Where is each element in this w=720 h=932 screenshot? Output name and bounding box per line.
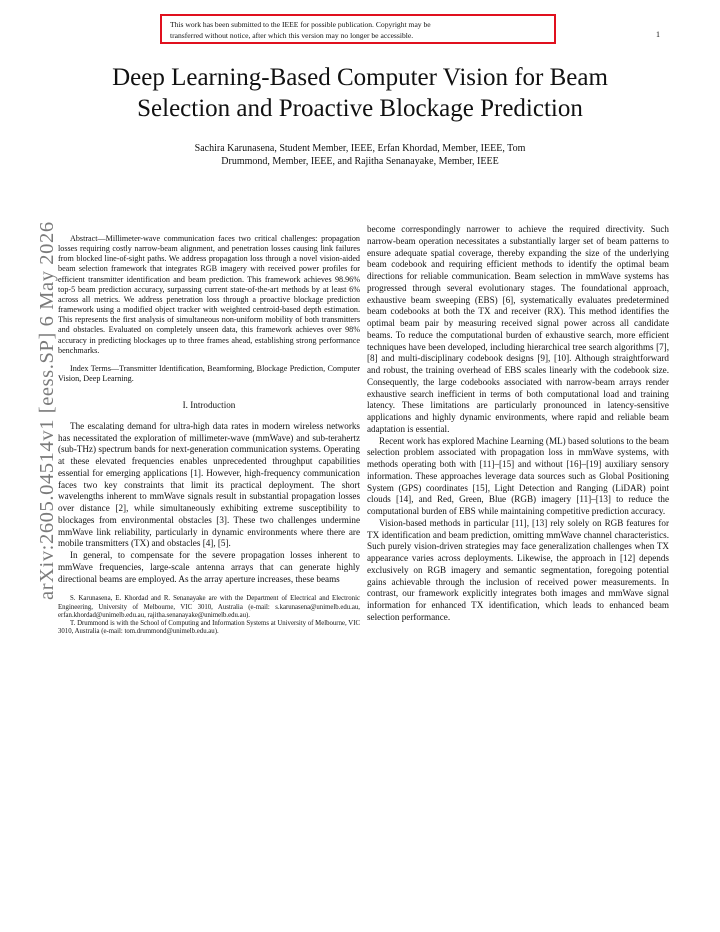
footnote-affiliation-2: T. Drummond is with the School of Computing and Information Systems at University of Melbourne, VIC 3010, Australia (e-mail: tom.drummond@unimelb.edu.au). — [58, 619, 360, 635]
authors-line-2: Drummond, Member, IEEE, and Rajitha Senanayake, Member, IEEE — [221, 156, 499, 167]
right-column — [367, 224, 669, 624]
footnote-affiliation-1: S. Karunasena, E. Khordad and R. Senanayake are with the Department of Electrical and Electronic Engineering, University of Melbourne, VIC 3010, Australia (e-mail: s.karunasena@unimelb.edu.au, erfan.khordad@unimelb.edu.au, rajitha.senanayake@unimelb.edu.au). — [58, 595, 360, 619]
page-number: 1 — [656, 30, 660, 39]
notice-line-2: transferred without notice, after which this version may no longer be accessible. — [170, 31, 414, 40]
authors-line-1: Sachira Karunasena, Student Member, IEEE, Erfan Khordad, Member, IEEE, Tom — [194, 143, 526, 154]
intro-paragraph-1: The escalating demand for ultra-high data rates in modern wireless networks has necessitated the exploration of millimeter-wave (mmWave) and sub-terahertz (sub-THz) spectrum bands for next-generation communication systems. Operating at these elevated frequencies enables unprecedented throughput capabilities essential for emerging applications [1]. However, high-frequency communication faces two key constraints that limit its practical deployment. The short wavelengths inherent to mmWave signals result in substantial propagation losses over distance [2], while simultaneously exhibiting extreme susceptibility to blockages from environmental obstacles [3]. These two challenges undermine mmWave link reliability, particularly in dynamic environments where there are mobile transmitters (TX) and obstacles [4], [5]. — [58, 420, 360, 549]
body-paragraph-vision: Vision-based methods in particular [11], [13] rely solely on RGB features for TX identification and beam prediction, omitting mmWave channel characteristics. Such purely vision-driven strategies may face generalization challenges when TX appearance varies across deployments. Likewise, the approach in [12] depends exclusively on RGB imagery and semantic segmentation, foregoing potential gains achievable through the inclusion of received power measurements. In contrast, our framework explicitly integrates both images and mmWave signal information for enhanced TX identification, which leads to enhanced beam selection performance. — [367, 517, 669, 622]
title-line-2: Selection and Proactive Blockage Prediction — [137, 95, 583, 122]
paper-title — [40, 62, 680, 124]
abstract: Abstract—Millimeter-wave communication faces two critical challenges: propagation losses requiring costly narrow-beam alignment, and penetration losses causing link failures from blocked line-of-sight paths. We address propagation loss through a novel vision-aided beam selection framework that integrates RGB imagery with received power profiles for efficient transmitter identification and beam prediction. This framework achieves 98.96% top-5 beam prediction accuracy, surpassing current state-of-the-art methods by at least 6% across all metrics. We address penetration loss through a proactive blockage prediction framework using a modified object tracker with weighted centroid-based depth estimation. This represents the first analysis of simultaneous non-uniform mobility of both transmitters and obstacles. Evaluated on completely unseen data, this framework achieves over 98% accuracy in predicting blockages up to three frames ahead, establishing strong performance benchmarks. — [58, 234, 360, 355]
section-heading: I. Introduction — [182, 400, 236, 411]
title-line-1: Deep Learning-Based Computer Vision for Beam — [112, 64, 608, 91]
left-column — [58, 224, 360, 636]
arxiv-identifier: arXiv:2605.04514v1 [eess.SP] 6 May 2026 — [36, 221, 58, 600]
body-paragraph-continued: become correspondingly narrower to achieve the required directivity. Such narrow-beam operation necessitates a substantially larger set of beam patterns to ensure adequate spatial coverage, thereby expanding the size of the underlying beam codebook and requiring efficient methods to identify the optimal beam directions for reliable communication. Beam selection in mmWave systems has progressed through several evolutionary stages. The foundational approach, exhaustive beam sweeping (EBS) [6], systematically evaluates predetermined beam codebooks at both the TX and receiver (RX). This method identifies the optimal beam pair by measuring received signal power across all candidate beams. To reduce the computational burden of exhaustive search, more efficient techniques have been developed, including hierarchical tree search algorithms [7], [8] and multi-disciplinary codebook designs [9], [10]. Although straightforward and robust, the training overhead of EBS scales linearly with the codebook size. Consequently, the large codebooks associated with narrow-beam arrays render exhaustive search inefficient in terms of both computational load and training latency. These limitations are particularly pronounced in latency-sensitive applications and highly dynamic environments, where rapid and reliable beam adaptation is essential. — [367, 224, 669, 434]
footnotes — [58, 595, 360, 635]
index-terms: Index Terms—Transmitter Identification, Beamforming, Blockage Prediction, Computer Vision, Deep Learning. — [58, 363, 360, 384]
notice-line-1: This work has been submitted to the IEEE for possible publication. Copyright may be — [170, 20, 431, 29]
intro-paragraph-2: In general, to compensate for the severe propagation losses inherent to mmWave frequencies, large-scale antenna arrays that can generate highly directional beams are employed. As the array aperture increases, these beams — [58, 550, 360, 584]
copyright-notice — [160, 14, 556, 44]
author-list — [40, 142, 680, 168]
body-paragraph-ml: Recent work has explored Machine Learning (ML) based solutions to the beam selection problem associated with propagation loss in mmWave systems, with methods operating both with [11]–[15] and without [16]–[19] auxiliary sensory information. These approaches leverage data sources such as Global Positioning System (GPS) coordinates [15], Light Detection and Ranging (LiDAR) point clouds [14], and Red, Green, Blue (RGB) imagery [11]–[13] to reduce the computational burden of EBS while maintaining competitive prediction accuracy. — [367, 435, 669, 516]
